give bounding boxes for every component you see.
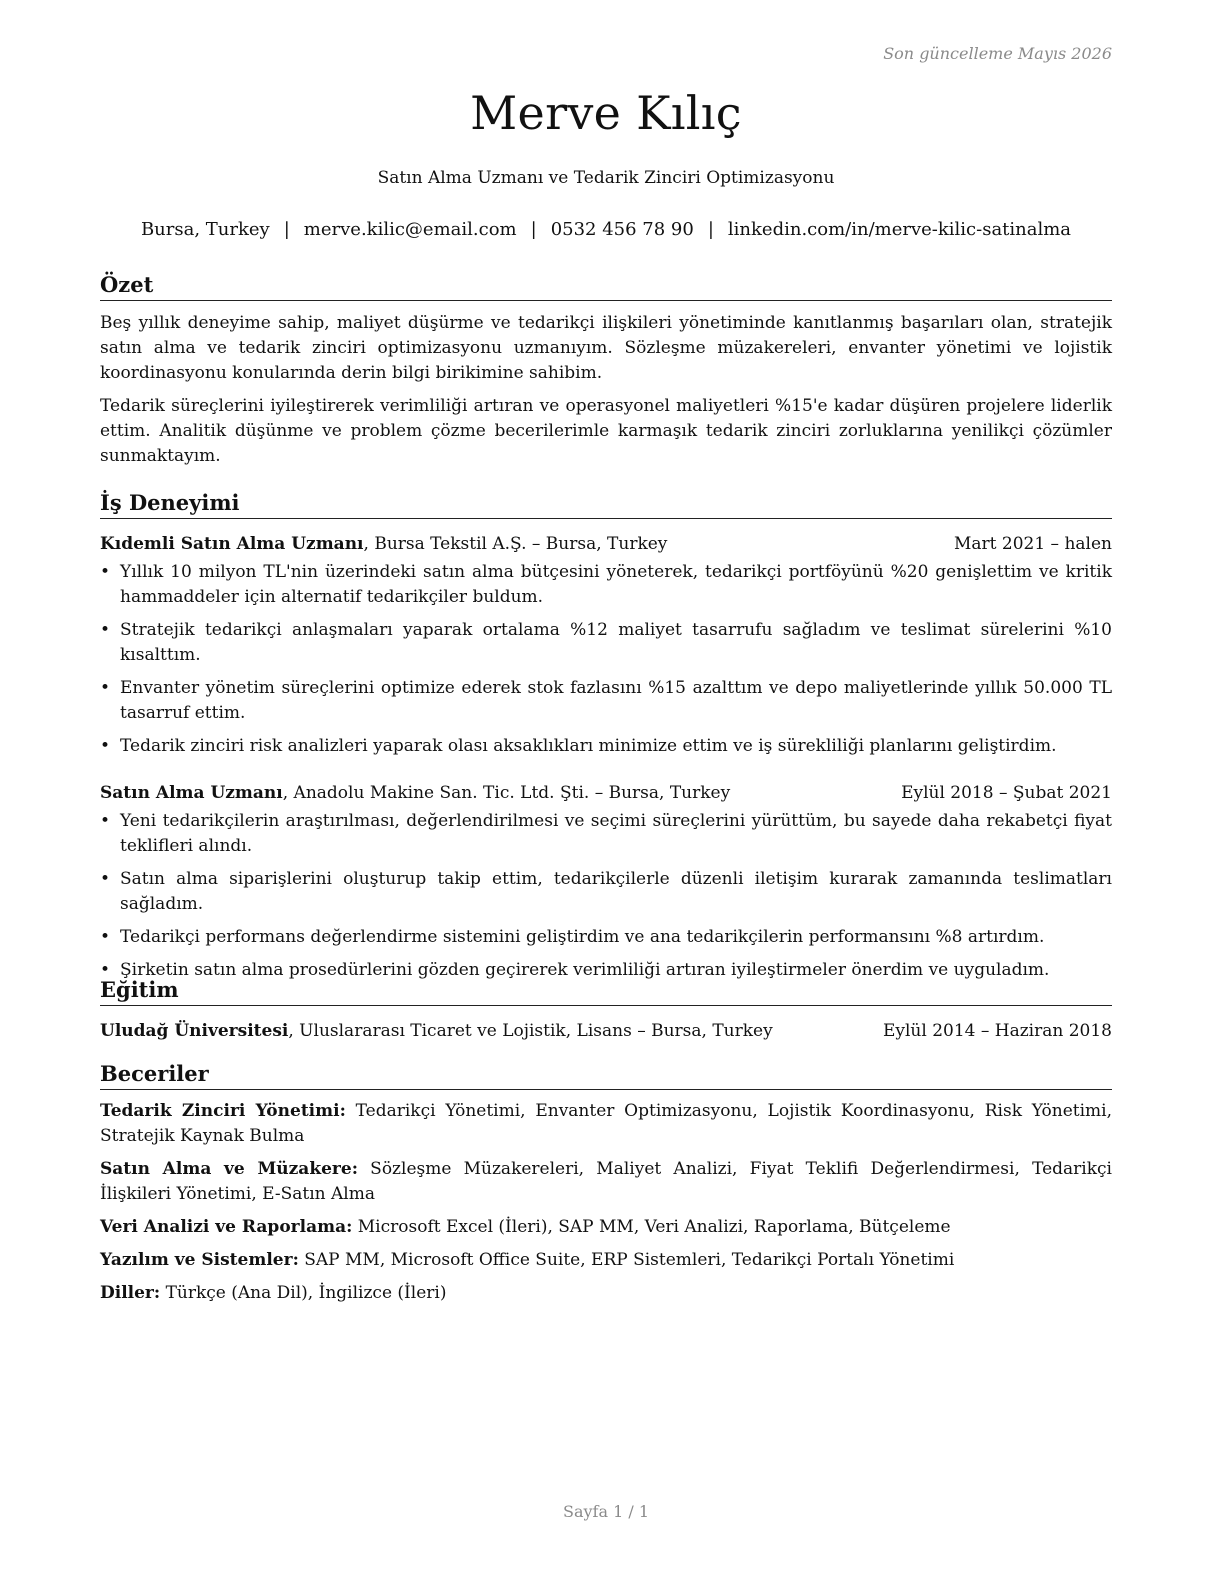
- skill-value: Tedarikçi Yönetimi, Envanter Optimizasyonu, Lojistik Koordinasyonu, Risk Yönetimi, Stratejik Kaynak Bulma: [100, 1101, 1112, 1146]
- list-item: [100, 560, 1112, 610]
- skill-line: [100, 1099, 1112, 1149]
- experience-section: [100, 490, 1112, 991]
- skill-value: Microsoft Excel (İleri), SAP MM, Veri Analizi, Raporlama, Bütçeleme: [352, 1217, 951, 1237]
- job-entry: [100, 781, 1112, 983]
- skill-line: [100, 1248, 1112, 1273]
- education-dates: Eylül 2014 – Haziran 2018: [882, 1021, 1112, 1041]
- last-updated: Son güncelleme Mayıs 2026: [883, 44, 1112, 63]
- summary-section: [100, 272, 1112, 469]
- section-title: Özet: [100, 272, 1112, 301]
- bullet-text: Yeni tedarikçilerin araştırılması, değerlendirilmesi ve seçimi süreçlerini yürüttüm, bu sayede daha rekabetçi fiyat teklifleri alındı.: [120, 811, 1112, 856]
- bullet-text: Tedarikçi performans değerlendirme sistemini geliştirdim ve ana tedarikçilerin performansını %8 artırdım.: [120, 927, 1045, 947]
- education-section: [100, 977, 1112, 1044]
- bullet-icon: •: [100, 736, 111, 756]
- bullet-text: Stratejik tedarikçi anlaşmaları yaparak ortalama %12 maliyet tasarrufu sağladım ve teslimat sürelerini %10 kısalttım.: [120, 620, 1112, 665]
- skill-label: Tedarik Zinciri Yönetimi:: [100, 1101, 346, 1121]
- education-detail: , Uluslararası Ticaret ve Lojistik, Lisans – Bursa, Turkey: [288, 1021, 773, 1041]
- job-entry: [100, 532, 1112, 759]
- summary-paragraph: Beş yıllık deneyime sahip, maliyet düşürme ve tedarikçi ilişkileri yönetiminde kanıtlanmış başarıları olan, stratejik satın alma ve tedarik zinciri optimizasyonu uzmanıyım. Sözleşme müzakereleri, envanter yönetimi ve lojistik koordinasyonu konularında derin bilgi birikimine sahibim.: [100, 313, 1112, 383]
- skill-label: Yazılım ve Sistemler:: [100, 1250, 299, 1270]
- section-title: Eğitim: [100, 977, 1112, 1006]
- headline: Satın Alma Uzmanı ve Tedarik Zinciri Optimizasyonu: [377, 168, 835, 188]
- list-item: [100, 867, 1112, 917]
- contact-phone: 0532 456 78 90: [550, 219, 694, 240]
- job-company: , Anadolu Makine San. Tic. Ltd. Şti. – Bursa, Turkey: [282, 783, 731, 803]
- contact-linkedin[interactable]: linkedin.com/in/merve-kilic-satinalma: [727, 219, 1072, 240]
- contact-separator: |: [283, 219, 290, 240]
- bullet-text: Envanter yönetim süreçlerini optimize ederek stok fazlasını %15 azalttım ve depo maliyetlerinde yıllık 50.000 TL tasarruf ettim.: [120, 678, 1112, 723]
- bullet-icon: •: [100, 811, 111, 831]
- job-dates: Mart 2021 – halen: [953, 534, 1112, 554]
- resume-page: [100, 0, 1112, 1584]
- bullet-text: Şirketin satın alma prosedürlerini gözden geçirerek verimliliği artıran iyileştirmeler önerdim ve uyguladım.: [120, 960, 1050, 980]
- skill-label: Diller:: [100, 1283, 161, 1303]
- bullet-icon: •: [100, 678, 111, 698]
- contact-separator: |: [530, 219, 537, 240]
- list-item: [100, 676, 1112, 726]
- skill-value: Türkçe (Ana Dil), İngilizce (İleri): [160, 1283, 447, 1303]
- list-item: [100, 809, 1112, 859]
- bullet-icon: •: [100, 927, 111, 947]
- contact-location: Bursa, Turkey: [140, 219, 270, 240]
- candidate-name: Merve Kılıç: [470, 86, 742, 140]
- bullet-icon: •: [100, 869, 111, 889]
- bullet-text: Satın alma siparişlerini oluşturup takip ettim, tedarikçilerle düzenli iletişim kurarak zamanında teslimatları sağladım.: [120, 869, 1112, 914]
- page-number: Sayfa 1 / 1: [562, 1502, 649, 1521]
- summary-paragraph: Tedarik süreçlerini iyileştirerek verimliliği artıran ve operasyonel maliyetleri %15'e kadar düşüren projelere liderlik ettim. Analitik düşünme ve problem çözme becerilerimle karmaşık tedarik zinciri zorluklarına yenilikçi çözümler sunmaktayım.: [100, 396, 1112, 466]
- contact-line: [100, 219, 1112, 240]
- school-name: Uludağ Üniversitesi: [100, 1021, 289, 1041]
- job-header: [100, 532, 1112, 557]
- job-bullets: [100, 809, 1112, 983]
- skills-section: [100, 1061, 1112, 1306]
- contact-email[interactable]: merve.kilic@email.com: [303, 219, 517, 240]
- skill-line: [100, 1281, 1112, 1306]
- bullet-icon: •: [100, 620, 111, 640]
- education-entry: [100, 1019, 1112, 1044]
- skill-line: [100, 1215, 1112, 1240]
- skill-value: SAP MM, Microsoft Office Suite, ERP Sistemleri, Tedarikçi Portalı Yönetimi: [298, 1250, 955, 1270]
- job-role: Kıdemli Satın Alma Uzmanı: [100, 534, 364, 554]
- list-item: [100, 618, 1112, 668]
- job-dates: Eylül 2018 – Şubat 2021: [901, 783, 1112, 803]
- section-title: İş Deneyimi: [100, 490, 1112, 519]
- bullet-text: Yıllık 10 milyon TL'nin üzerindeki satın alma bütçesini yöneterek, tedarikçi portföyünü %20 genişlettim ve kritik hammaddeler için alternatif tedarikçiler buldum.: [120, 562, 1112, 607]
- skill-line: [100, 1157, 1112, 1207]
- bullet-text: Tedarik zinciri risk analizleri yaparak olası aksaklıkları minimize ettim ve iş sürekliliği planlarını geliştirdim.: [120, 736, 1057, 756]
- job-role: Satın Alma Uzmanı: [100, 783, 283, 803]
- job-company: , Bursa Tekstil A.Ş. – Bursa, Turkey: [363, 534, 668, 554]
- job-bullets: [100, 560, 1112, 759]
- skill-label: Satın Alma ve Müzakere:: [100, 1159, 358, 1179]
- list-item: [100, 925, 1112, 950]
- job-header: [100, 781, 1112, 806]
- section-title: Beceriler: [100, 1061, 1112, 1090]
- skill-value: Sözleşme Müzakereleri, Maliyet Analizi, Fiyat Teklifi Değerlendirmesi, Tedarikçi İlişkileri Yönetimi, E-Satın Alma: [100, 1159, 1112, 1204]
- list-item: [100, 734, 1112, 759]
- bullet-icon: •: [100, 960, 111, 980]
- skill-label: Veri Analizi ve Raporlama:: [100, 1217, 353, 1237]
- bullet-icon: •: [100, 562, 111, 582]
- contact-separator: |: [707, 219, 714, 240]
